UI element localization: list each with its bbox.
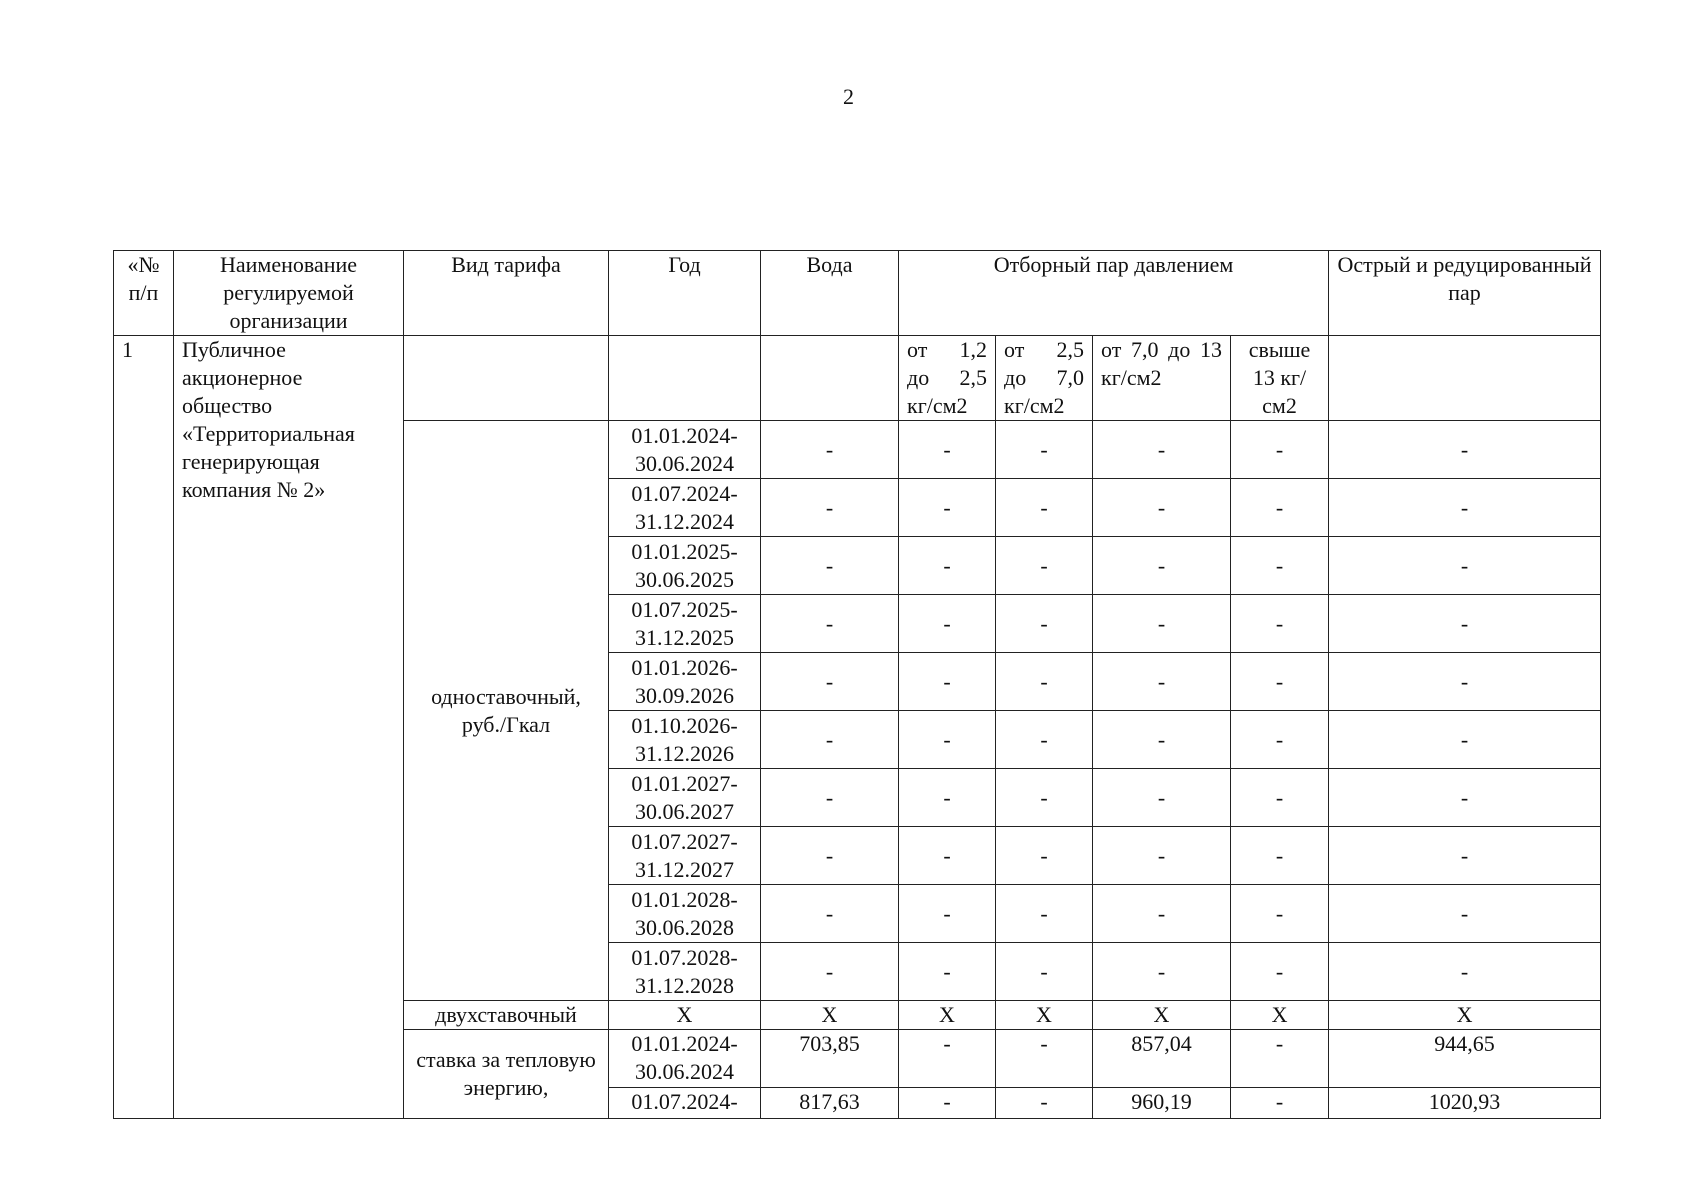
x-cell: X [761, 1001, 899, 1030]
tariff-value-cell: - [899, 1030, 996, 1088]
tariff-value-cell: - [996, 711, 1093, 769]
tariff-value-cell: - [1231, 479, 1329, 537]
tariff-value-cell: - [899, 885, 996, 943]
tariff-value-cell: - [996, 943, 1093, 1001]
tariff-value-cell: - [1231, 1030, 1329, 1088]
tariff-value-cell: - [1093, 421, 1231, 479]
tariff-value-cell: - [1329, 421, 1601, 479]
tariff-value-cell: - [761, 769, 899, 827]
period-cell: 01.07.2025-31.12.2025 [609, 595, 761, 653]
tariff-value-cell: - [1231, 827, 1329, 885]
header-water: Вода [761, 251, 899, 336]
tariff-value-cell: - [1093, 827, 1231, 885]
period-cell: 01.01.2025-30.06.2025 [609, 537, 761, 595]
period-cell: 01.01.2028-30.06.2028 [609, 885, 761, 943]
tariff-value-cell: - [899, 479, 996, 537]
empty-cell [404, 336, 609, 421]
tariff-value-cell: - [996, 479, 1093, 537]
period-cell: 01.07.2024-31.12.2024 [609, 479, 761, 537]
tariff-value-cell: - [761, 653, 899, 711]
tariff-value-cell: - [1093, 653, 1231, 711]
tariff-value-cell: - [761, 885, 899, 943]
empty-cell [609, 336, 761, 421]
tariff-value-cell: - [1329, 537, 1601, 595]
tariff-value-cell: - [1329, 943, 1601, 1001]
period-cell: 01.01.2024-30.06.2024 [609, 1030, 761, 1088]
tariff-value-cell: - [899, 711, 996, 769]
tariff-value-cell: - [1231, 769, 1329, 827]
tariff-value-cell: - [761, 943, 899, 1001]
tariff-type-single-rate: одноставочный, руб./Гкал [404, 421, 609, 1001]
period-cell: 01.01.2024-30.06.2024 [609, 421, 761, 479]
header-sharp-steam: Острый и редуцированный пар [1329, 251, 1601, 336]
tariff-value-cell: 703,85 [761, 1030, 899, 1088]
page-number: 2 [843, 84, 854, 109]
header-pressure-4: свыше 13 кг/см2 [1231, 336, 1329, 421]
period-cell: 01.07.2028-31.12.2028 [609, 943, 761, 1001]
x-cell: X [1093, 1001, 1231, 1030]
x-cell: X [1329, 1001, 1601, 1030]
tariff-value-cell: 857,04 [1093, 1030, 1231, 1088]
tariff-value-cell: - [1329, 885, 1601, 943]
tariff-value-cell: - [1231, 1088, 1329, 1119]
tariff-value-cell: 944,65 [1329, 1030, 1601, 1088]
tariff-type-heat-rate: ставка за тепловую энергию, [404, 1030, 609, 1119]
tariff-value-cell: - [761, 827, 899, 885]
empty-cell [761, 336, 899, 421]
tariff-value-cell: - [1329, 711, 1601, 769]
tariff-value-cell: - [1093, 769, 1231, 827]
tariff-value-cell: - [1231, 653, 1329, 711]
org-name: Публичное акционерное общество «Территориальная генерирующая компания № 2» [174, 336, 404, 1119]
tariff-value-cell: - [1329, 595, 1601, 653]
tariff-value-cell: - [996, 537, 1093, 595]
tariff-value-cell: - [1231, 595, 1329, 653]
tariff-value-cell: - [761, 595, 899, 653]
header-pressure-2: от 2,5 до 7,0 кг/см2 [996, 336, 1093, 421]
tariff-value-cell: - [1231, 421, 1329, 479]
tariff-value-cell: - [761, 711, 899, 769]
tariff-value-cell: - [761, 421, 899, 479]
tariff-value-cell: - [1093, 885, 1231, 943]
period-cell: 01.10.2026-31.12.2026 [609, 711, 761, 769]
tariff-table [113, 250, 1601, 1119]
tariff-value-cell: - [1093, 479, 1231, 537]
tariff-value-cell: 960,19 [1093, 1088, 1231, 1119]
tariff-value-cell: 817,63 [761, 1088, 899, 1119]
tariff-value-cell: - [899, 1088, 996, 1119]
x-cell: X [996, 1001, 1093, 1030]
tariff-value-cell: - [996, 1088, 1093, 1119]
tariff-value-cell: - [996, 769, 1093, 827]
period-cell: 01.07.2024- [609, 1088, 761, 1119]
tariff-value-cell: - [899, 537, 996, 595]
tariff-value-cell: - [899, 827, 996, 885]
period-cell: 01.01.2027-30.06.2027 [609, 769, 761, 827]
tariff-value-cell: - [996, 653, 1093, 711]
tariff-type-two-rate: двухставочный [404, 1001, 609, 1030]
tariff-value-cell: - [1231, 885, 1329, 943]
header-pressure-1: от 1,2 до 2,5 кг/см2 [899, 336, 996, 421]
x-cell: X [1231, 1001, 1329, 1030]
header-year: Год [609, 251, 761, 336]
tariff-value-cell: 1020,93 [1329, 1088, 1601, 1119]
tariff-value-cell: - [996, 595, 1093, 653]
tariff-value-cell: - [761, 537, 899, 595]
tariff-value-cell: - [1329, 479, 1601, 537]
tariff-value-cell: - [761, 479, 899, 537]
tariff-value-cell: - [996, 421, 1093, 479]
period-cell: 01.01.2026-30.09.2026 [609, 653, 761, 711]
tariff-value-cell: - [1329, 769, 1601, 827]
tariff-value-cell: - [1231, 711, 1329, 769]
empty-cell [1329, 336, 1601, 421]
header-pressure-3: от 7,0 до 13 кг/см2 [1093, 336, 1231, 421]
row-num: 1 [114, 336, 174, 1119]
tariff-value-cell: - [899, 769, 996, 827]
tariff-value-cell: - [899, 421, 996, 479]
x-cell: X [609, 1001, 761, 1030]
header-org: Наименование регулируемой организации [174, 251, 404, 336]
tariff-value-cell: - [996, 1030, 1093, 1088]
tariff-value-cell: - [1093, 711, 1231, 769]
header-tariff-type: Вид тарифа [404, 251, 609, 336]
tariff-value-cell: - [1231, 537, 1329, 595]
tariff-value-cell: - [996, 885, 1093, 943]
tariff-value-cell: - [1093, 537, 1231, 595]
tariff-value-cell: - [996, 827, 1093, 885]
tariff-value-cell: - [1329, 653, 1601, 711]
tariff-value-cell: - [899, 943, 996, 1001]
period-cell: 01.07.2027-31.12.2027 [609, 827, 761, 885]
header-num: «№ п/п [114, 251, 174, 336]
header-steam-group: Отборный пар давлением [899, 251, 1329, 336]
x-cell: X [899, 1001, 996, 1030]
tariff-value-cell: - [1093, 943, 1231, 1001]
tariff-value-cell: - [1093, 595, 1231, 653]
tariff-value-cell: - [1231, 943, 1329, 1001]
tariff-value-cell: - [899, 653, 996, 711]
tariff-value-cell: - [899, 595, 996, 653]
tariff-value-cell: - [1329, 827, 1601, 885]
